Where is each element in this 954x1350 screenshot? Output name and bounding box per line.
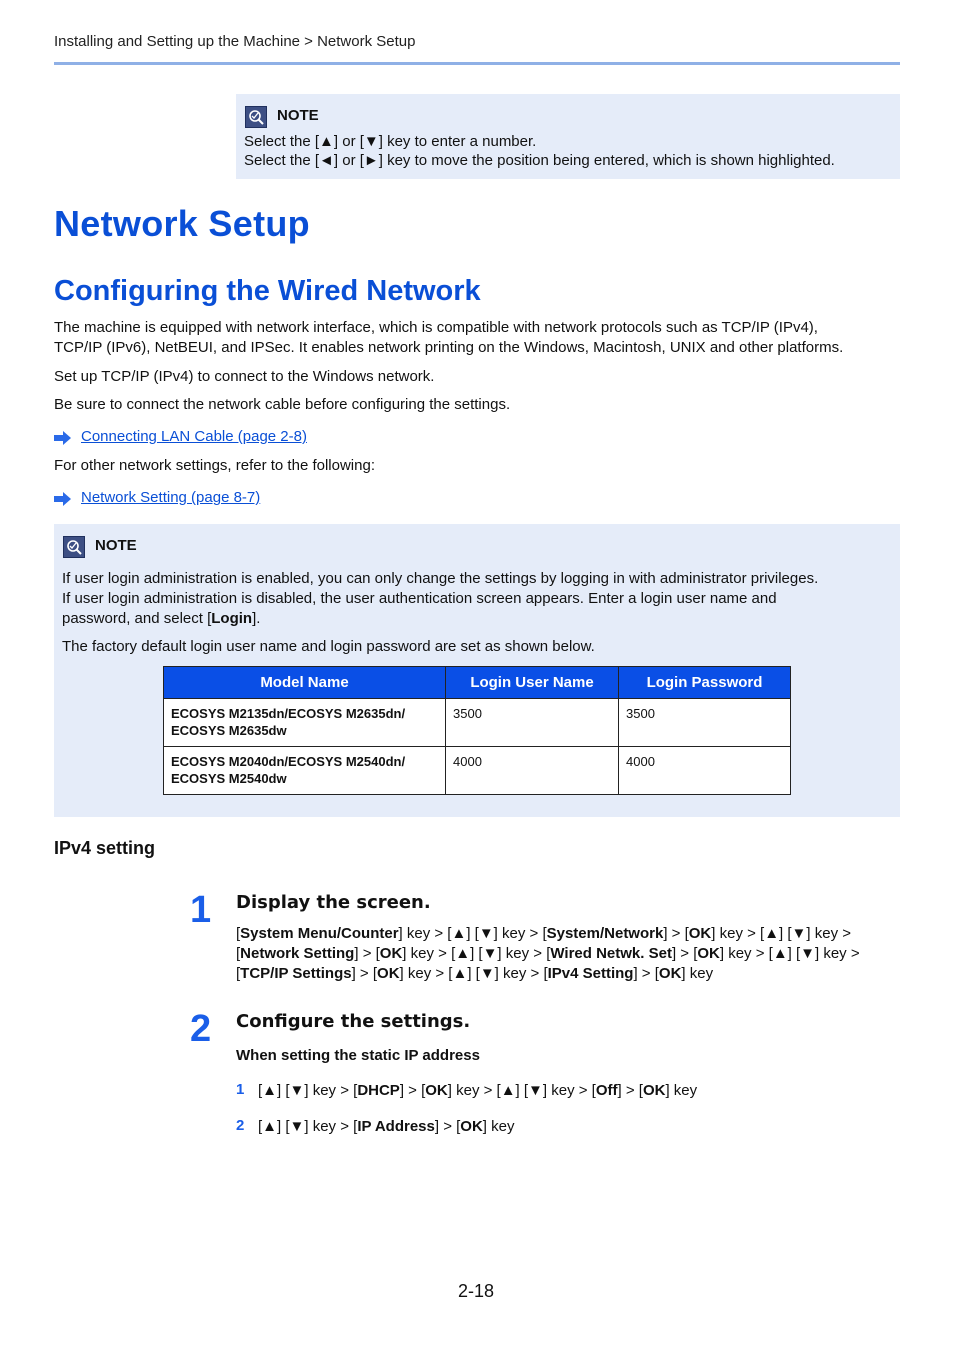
step-number: 2 xyxy=(190,1008,212,1050)
table-header-row xyxy=(164,667,791,699)
user-cell: 3500 xyxy=(446,699,619,747)
note-box-keys xyxy=(236,94,900,179)
other-paragraph: For other network settings, refer to the following: xyxy=(54,457,375,474)
step1-path: [System Menu/Counter] key > [▲] [▼] key > [System/Network] > [OK] key > [▲] [▼] key > [Network Setting] > [OK] key > [▲] [▼] key > [Wired Netwk. Set] > [OK] key > [▲] [▼] key > [TCP/IP Settings] > [OK] key > [▲] [▼] key > [IPv4 Setting] > [OK] key xyxy=(236,925,860,982)
step-title: Configure the settings. xyxy=(236,1011,471,1032)
note-line: The factory default login user name and login password are set as shown below. xyxy=(62,638,595,655)
user-cell: 4000 xyxy=(446,747,619,795)
model-cell: ECOSYS M2040dn/ECOSYS M2540dn/ ECOSYS M2540dw xyxy=(164,747,446,795)
step-number: 1 xyxy=(190,889,212,931)
login-table xyxy=(163,666,791,795)
substep-text: [▲] [▼] key > [DHCP] > [OK] key > [▲] [▼] key > [Off] > [OK] key xyxy=(258,1082,698,1099)
arrow-right-icon xyxy=(54,431,71,445)
column-header: Login Password xyxy=(619,667,791,699)
model-cell: ECOSYS M2135dn/ECOSYS M2635dn/ ECOSYS M2635dw xyxy=(164,699,446,747)
static-ip-label: When setting the static IP address xyxy=(236,1047,480,1064)
link-connecting-lan[interactable] xyxy=(54,428,354,448)
note-title: NOTE xyxy=(277,107,319,124)
link-text[interactable]: Network Setting (page 8-7) xyxy=(81,489,261,506)
section-subtitle: Configuring the Wired Network xyxy=(54,275,481,307)
setup-paragraph: Set up TCP/IP (IPv4) to connect to the Windows network. xyxy=(54,368,435,385)
column-header: Login User Name xyxy=(446,667,619,699)
link-text[interactable]: Connecting LAN Cable (page 2-8) xyxy=(81,428,307,445)
column-header: Model Name xyxy=(164,667,446,699)
substep-number: 2 xyxy=(236,1117,245,1134)
note-line: If user login administration is disabled, the user authentication screen appears. Enter a login user name and xyxy=(62,590,777,607)
step-title: Display the screen. xyxy=(236,892,431,913)
cable-paragraph: Be sure to connect the network cable before configuring the settings. xyxy=(54,396,511,413)
page-title: Network Setup xyxy=(54,203,310,244)
substep-text: [▲] [▼] key > [IP Address] > [OK] key xyxy=(258,1118,515,1135)
substep-number: 1 xyxy=(236,1081,245,1098)
note-line: password, and select [Login]. xyxy=(62,610,261,627)
note-icon xyxy=(63,536,85,558)
note-title: NOTE xyxy=(95,537,137,554)
note-icon xyxy=(245,106,267,128)
link-network-setting[interactable] xyxy=(54,489,314,509)
header-rule xyxy=(54,62,900,65)
page-number: 2-18 xyxy=(458,1281,495,1301)
table-row xyxy=(164,747,791,795)
breadcrumb: Installing and Setting up the Machine > Network Setup xyxy=(54,33,416,50)
arrow-right-icon xyxy=(54,492,71,506)
table-row xyxy=(164,699,791,747)
note-line: Select the [◄] or [►] key to move the position being entered, which is shown highlighted. xyxy=(244,152,835,169)
note-line: Select the [▲] or [▼] key to enter a number. xyxy=(244,133,537,150)
password-cell: 4000 xyxy=(619,747,791,795)
password-cell: 3500 xyxy=(619,699,791,747)
ipv4-heading: IPv4 setting xyxy=(54,838,156,858)
note-line: If user login administration is enabled, you can only change the settings by logging in with administrator privileges. xyxy=(62,570,819,587)
intro-paragraph: The machine is equipped with network interface, which is compatible with network protocols such as TCP/IP (IPv4), TCP/IP (IPv6), NetBEUI, and IPSec. It enables network printing on the Windows, Macintosh, UNIX and other platforms. xyxy=(54,319,844,356)
